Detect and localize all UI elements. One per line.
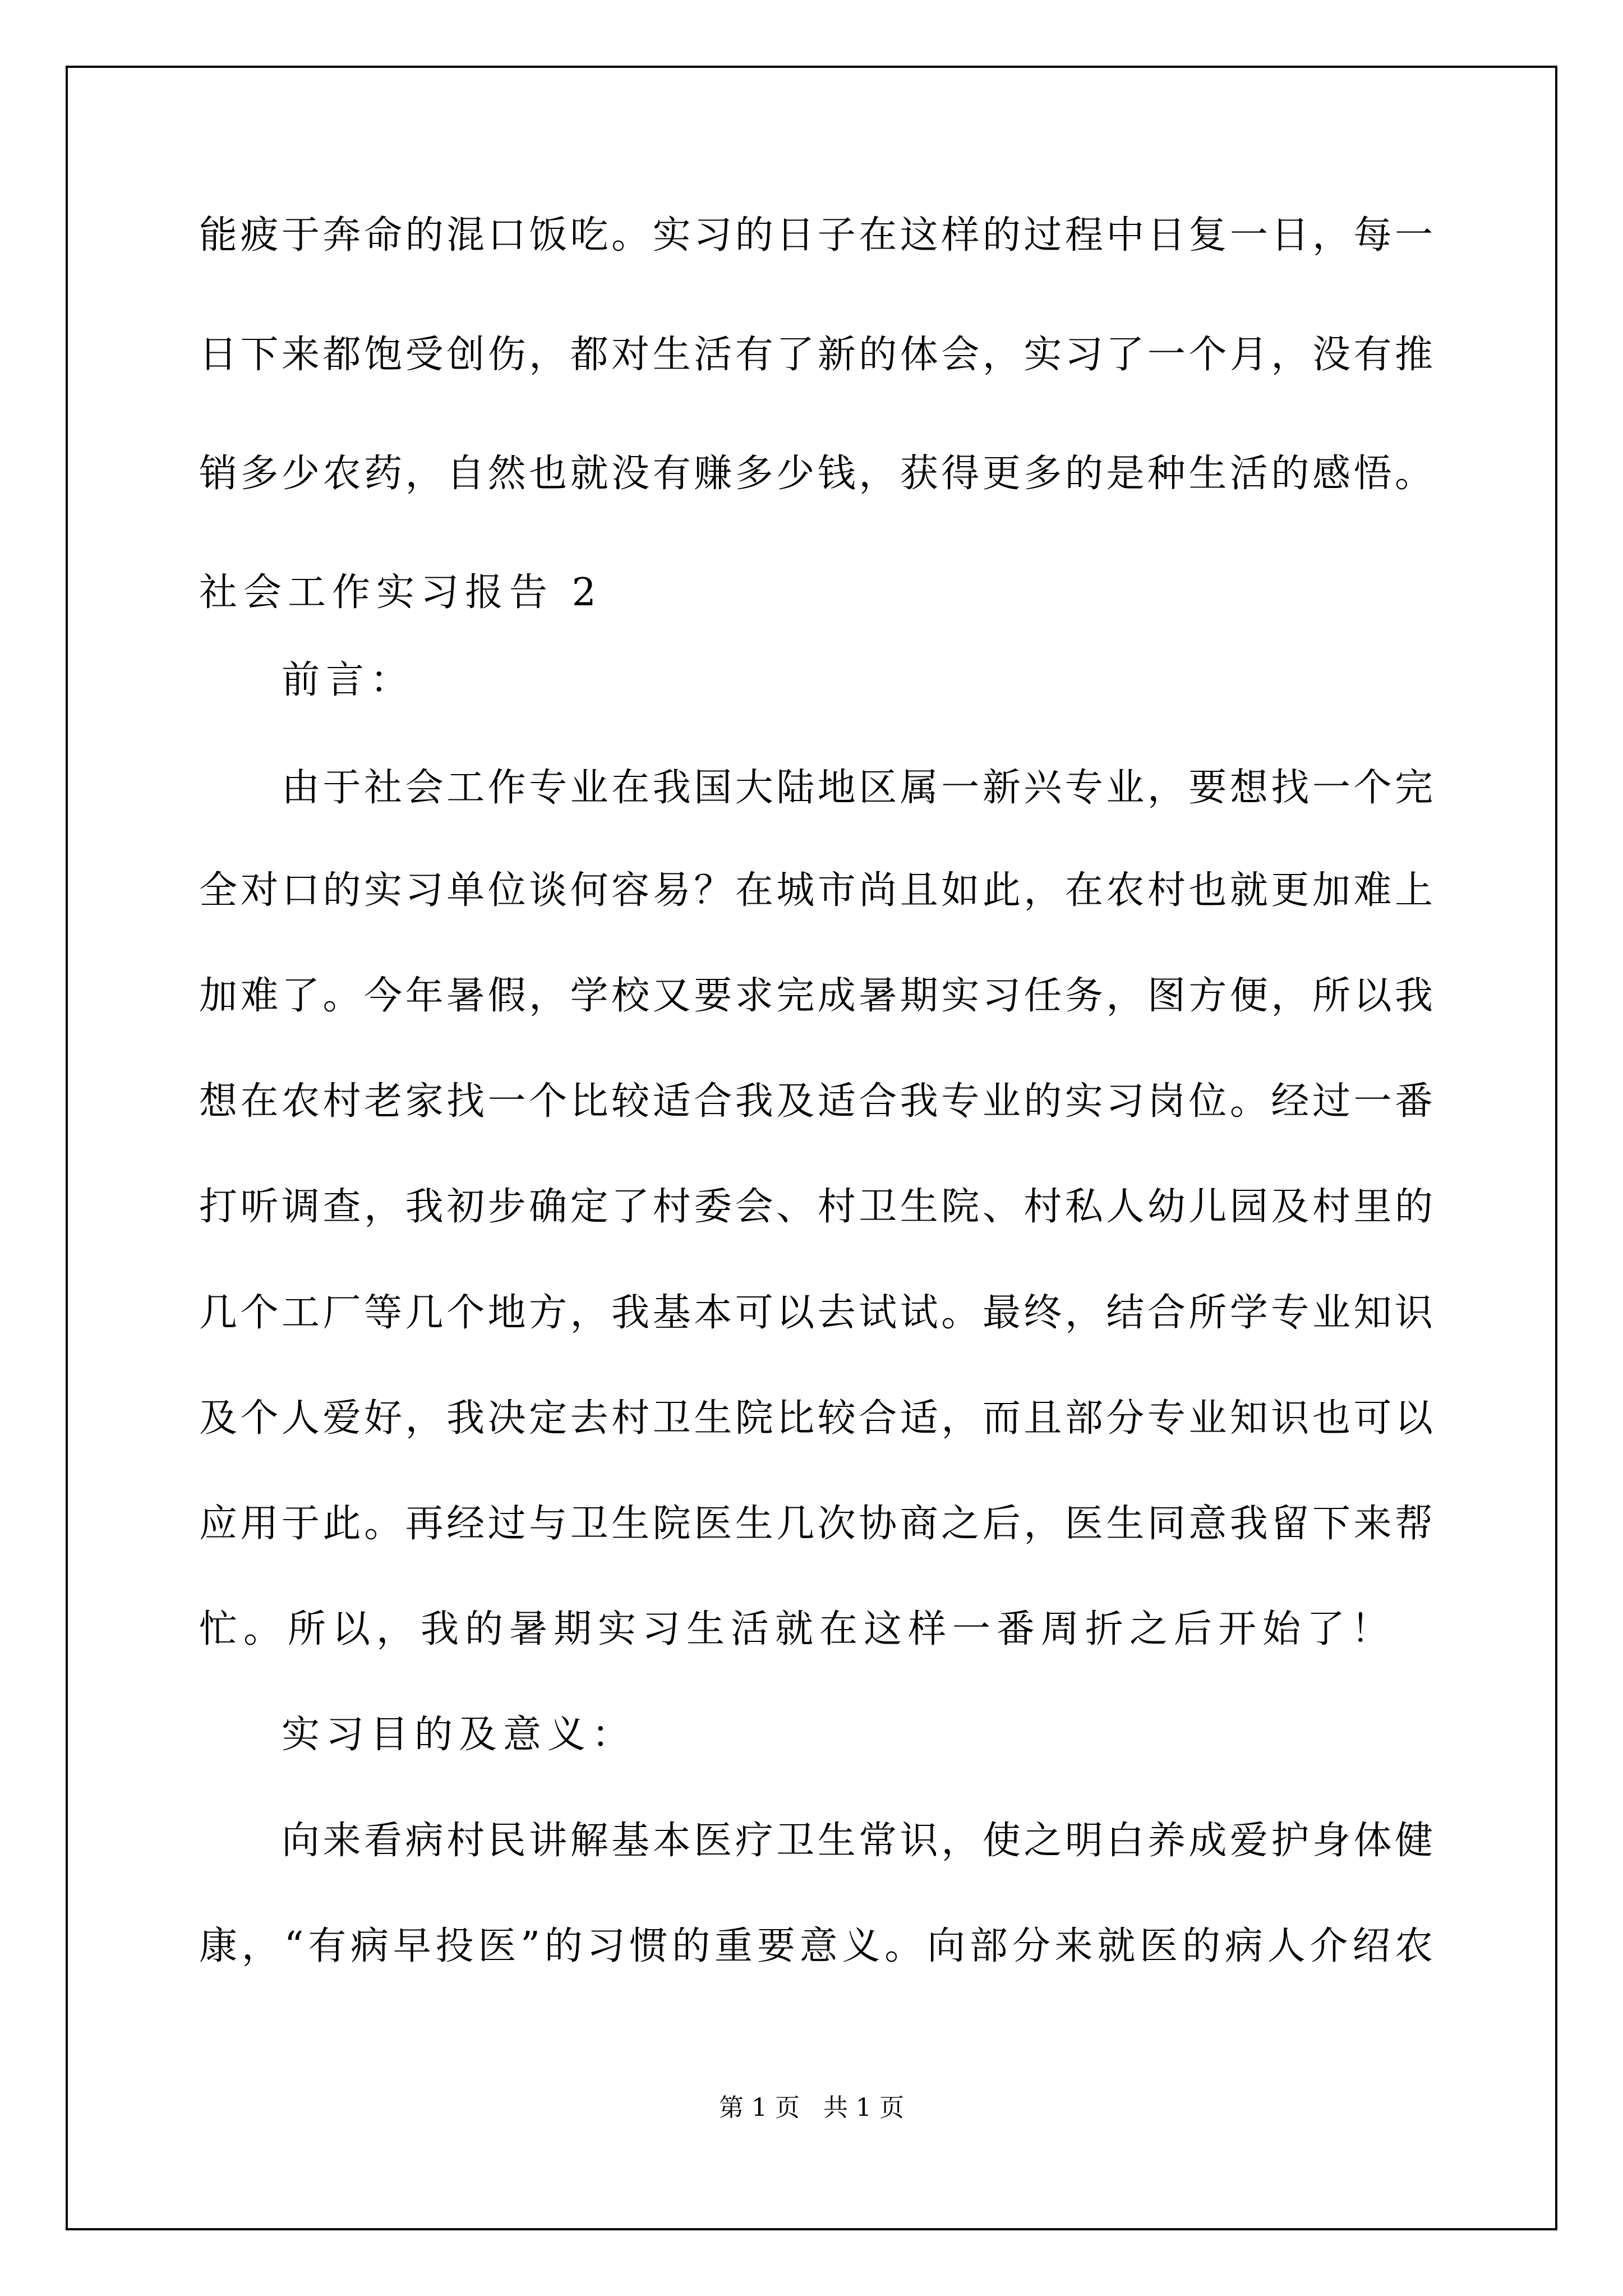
- paragraph-line: 忙。所以，我的暑期实习生活就在这样一番周折之后开始了！: [199, 1607, 1396, 1651]
- paragraph-line: 能疲于奔命的混口饭吃。实习的日子在这样的过程中日复一日，每一: [199, 213, 1433, 257]
- subheading-preface: 前言：: [282, 658, 415, 702]
- section-heading: 社会工作实习报告 2: [199, 570, 602, 615]
- paragraph-line: 加难了。今年暑假，学校又要求完成暑期实习任务，图方便，所以我: [199, 974, 1433, 1018]
- paragraph-line: 全对口的实习单位谈何容易？在城市尚且如此，在农村也就更加难上: [199, 868, 1433, 913]
- paragraph-line: 及个人爱好，我决定去村卫生院比较合适，而且部分专业知识也可以: [199, 1396, 1433, 1441]
- paragraph-line: 打听调查，我初步确定了村委会、村卫生院、村私人幼儿园及村里的: [199, 1185, 1433, 1229]
- page-footer: 第 1 页 共 1 页: [719, 2093, 904, 2122]
- subheading-purpose: 实习目的及意义：: [282, 1713, 637, 1757]
- paragraph-line: 由于社会工作专业在我国大陆地区属一新兴专业，要想找一个完: [282, 766, 1433, 810]
- paragraph-line: 应用于此。再经过与卫生院医生几次协商之后，医生同意我留下来帮: [199, 1502, 1433, 1546]
- paragraph-line: 日下来都饱受创伤，都对生活有了新的体会，实习了一个月，没有推: [199, 333, 1433, 377]
- paragraph-line: 几个工厂等几个地方，我基本可以去试试。最终，结合所学专业知识: [199, 1291, 1433, 1335]
- paragraph-line: 向来看病村民讲解基本医疗卫生常识，使之明白养成爱护身体健: [282, 1819, 1433, 1863]
- paragraph-line: 销多少农药，自然也就没有赚多少钱，获得更多的是种生活的感悟。: [199, 452, 1433, 496]
- page-border: [66, 66, 1557, 2230]
- paragraph-line: 康，“有病早投医”的习惯的重要意义。向部分来就医的病人介绍农: [199, 1924, 1433, 1968]
- paragraph-line: 想在农村老家找一个比较适合我及适合我专业的实习岗位。经过一番: [199, 1079, 1433, 1124]
